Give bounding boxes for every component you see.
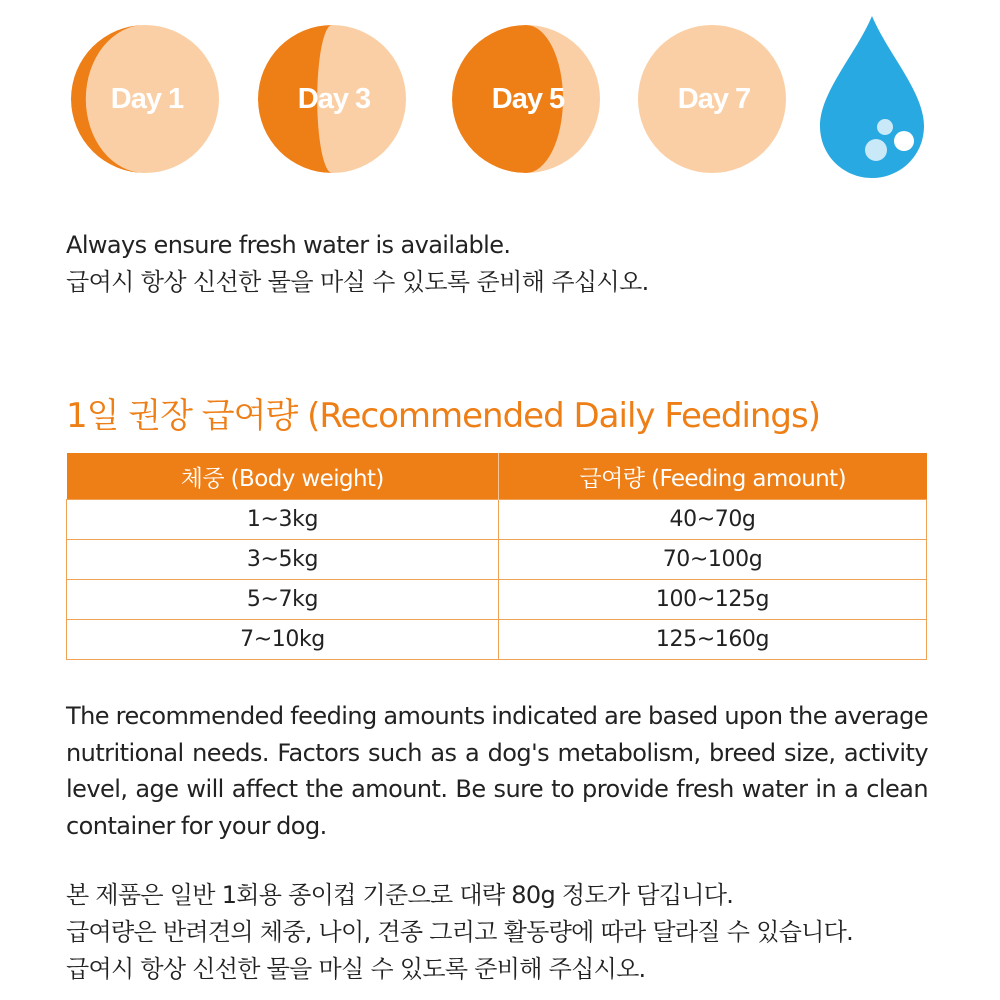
water-drop-icon bbox=[818, 14, 926, 178]
section-title: 1일 권장 급여량 (Recommended Daily Feedings) bbox=[66, 396, 820, 436]
column-header-body-weight: 체중 (Body weight) bbox=[67, 453, 499, 500]
table-row bbox=[67, 620, 927, 660]
body-weight-cell: 7~10kg bbox=[67, 620, 499, 660]
body-weight-cell: 5~7kg bbox=[67, 580, 499, 620]
day-badge bbox=[70, 24, 220, 174]
day-badge bbox=[451, 24, 601, 174]
table-row bbox=[67, 580, 927, 620]
feeding-amount-cell: 70~100g bbox=[499, 540, 927, 580]
korean-notes bbox=[66, 877, 853, 988]
day-badge bbox=[637, 24, 787, 174]
feeding-amount-cell: 40~70g bbox=[499, 500, 927, 540]
korean-note-line: 급여량은 반려견의 체중, 나이, 견종 그리고 활동량에 따라 달라질 수 있습니다. bbox=[66, 918, 854, 946]
feeding-amount-cell: 100~125g bbox=[499, 580, 927, 620]
water-note-english: Always ensure fresh water is available. bbox=[66, 231, 511, 259]
day-label: Day 7 bbox=[677, 82, 751, 115]
feeding-table bbox=[66, 453, 927, 660]
feeding-schedule-badges bbox=[0, 0, 1000, 200]
body-weight-cell: 3~5kg bbox=[67, 540, 499, 580]
korean-note-line: 급여시 항상 신선한 물을 마실 수 있도록 준비해 주십시오. bbox=[66, 955, 646, 983]
table-row bbox=[67, 500, 927, 540]
korean-note-line: 본 제품은 일반 1회용 종이컵 기준으로 대략 80g 정도가 담깁니다. bbox=[66, 881, 734, 909]
water-availability-note bbox=[66, 227, 649, 301]
table-row bbox=[67, 540, 927, 580]
table-header-row bbox=[67, 453, 927, 500]
day-label: Day 5 bbox=[491, 82, 565, 115]
water-note-korean: 급여시 항상 신선한 물을 마실 수 있도록 준비해 주십시오. bbox=[66, 268, 649, 296]
feeding-amount-note: The recommended feeding amounts indicated are based upon the average nutritional needs. Factors such as a dog's metabolism, breed size, activity level, age will affect the amount. Be sure to provide fresh water in a clean container for your dog. bbox=[66, 702, 928, 840]
body-weight-cell: 1~3kg bbox=[67, 500, 499, 540]
feeding-amount-cell: 125~160g bbox=[499, 620, 927, 660]
day-label: Day 1 bbox=[110, 82, 184, 115]
column-header-feeding-amount: 급여량 (Feeding amount) bbox=[499, 453, 927, 500]
day-badge bbox=[257, 24, 407, 174]
day-label: Day 3 bbox=[297, 82, 371, 115]
